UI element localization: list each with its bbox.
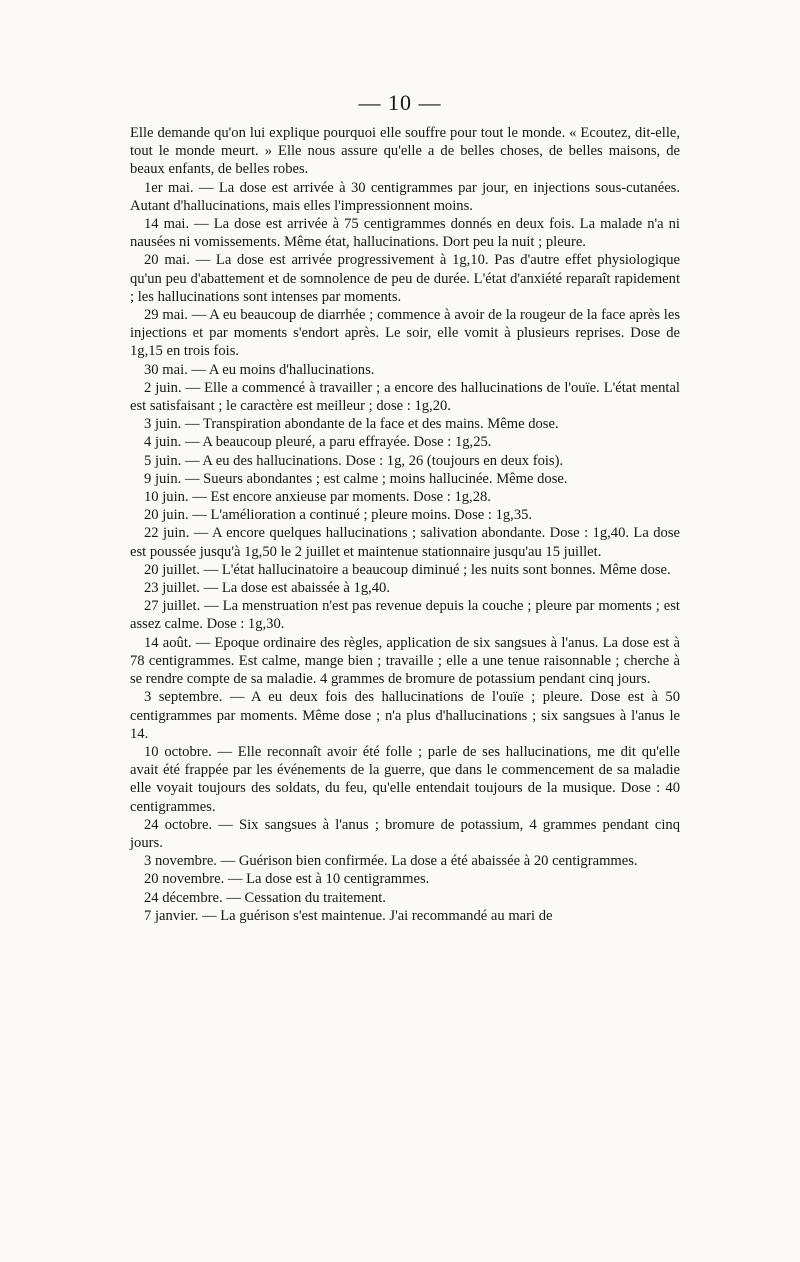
paragraph: 7 janvier. — La guérison s'est maintenue. J'ai recommandé au mari de [144, 907, 553, 924]
paragraph: 4 juin. — A beaucoup pleuré, a paru effrayée. Dose : 1g,25. [144, 434, 492, 451]
paragraph: 24 décembre. — Cessation du traitement. [144, 889, 386, 906]
paragraph: 10 octobre. — Elle reconnaît avoir été folle ; parle de ses hallucinations, me dit qu'elle avait été frappée par les événements de la guerre, que dans le commencement de sa maladie elle voyait toujours des soldats, du feu, qu'elle entendait toujours de la musique. Dose : 40 centigrammes. [130, 743, 680, 815]
paragraph: 29 mai. — A eu beaucoup de diarrhée ; commence à avoir de la rougeur de la face après les injections et par moments s'endort après. Le soir, elle vomit à plusieurs reprises. Dose de 1g,15 en trois fois. [130, 307, 680, 360]
paragraph: 20 juin. — L'amélioration a continué ; pleure moins. Dose : 1g,35. [144, 507, 533, 524]
paragraph: 24 octobre. — Six sangsues à l'anus ; bromure de potassium, 4 grammes pendant cinq jours. [130, 816, 680, 851]
paragraph: 23 juillet. — La dose est abaissée à 1g,40. [144, 580, 391, 597]
paragraph: 20 novembre. — La dose est à 10 centigrammes. [144, 871, 430, 888]
paragraph: 27 juillet. — La menstruation n'est pas revenue depuis la couche ; pleure par moments ; est assez calme. Dose : 1g,30. [130, 598, 680, 633]
paragraph: 3 novembre. — Guérison bien confirmée. La dose a été abaissée à 20 centigrammes. [144, 853, 638, 870]
page-number: — 10 — [358, 90, 442, 115]
paragraph: 3 septembre. — A eu deux fois des hallucinations de l'ouïe ; pleure. Dose est à 50 centigrammes par moments. Même dose ; n'a plus d'hallucinations ; six sangsues à l'anus le 14. [130, 689, 680, 742]
paragraph: 14 août. — Epoque ordinaire des règles, application de six sangsues à l'anus. La dose est à 78 centigrammes. Est calme, mange bien ; travaille ; elle a une tenue raisonnable ; cherche à se rendre compte de sa maladie. 4 grammes de bromure de potassium pendant cinq jours. [130, 634, 680, 688]
paragraph: 20 mai. — La dose est arrivée progressivement à 1g,10. Pas d'autre effet physiologique qu'un peu d'abattement et de somnolence de peu de durée. L'état d'anxiété reparaît rapidement ; les hallucinations sont intenses par moments. [130, 252, 680, 305]
paragraph: Elle demande qu'on lui explique pourquoi elle souffre pour tout le monde. « Ecoutez, dit-elle, tout le monde meurt. » Elle nous assure qu'elle a de belles choses, de belles maisons, de beaux enfants, de belles robes. [130, 125, 680, 178]
paragraph: 14 mai. — La dose est arrivée à 75 centigrammes donnés en deux fois. La malade n'a ni nausées ni vomissements. Même état, hallucinations. Dort peu la nuit ; pleure. [130, 216, 680, 251]
paragraph: 20 juillet. — L'état hallucinatoire a beaucoup diminué ; les nuits sont bonnes. Même dose. [144, 561, 671, 578]
paragraph: 22 juin. — A encore quelques hallucinations ; salivation abondante. Dose : 1g,40. La dose est poussée jusqu'à 1g,50 le 2 juillet et maintenue stationnaire jusqu'au 15 juillet. [130, 525, 680, 560]
paragraph: 1er mai. — La dose est arrivée à 30 centigrammes par jour, en injections sous-cutanées. Autant d'hallucinations, mais elles l'impressionnent moins. [130, 179, 680, 214]
paragraph: 3 juin. — Transpiration abondante de la face et des mains. Même dose. [144, 416, 559, 433]
paragraph: 2 juin. — Elle a commencé à travailler ; a encore des hallucinations de l'ouïe. L'état mental est satisfaisant ; le caractère est meilleur ; dose : 1g,20. [130, 379, 680, 415]
body-text [130, 124, 680, 925]
paragraph: 9 juin. — Sueurs abondantes ; est calme ; moins hallucinée. Même dose. [144, 470, 568, 487]
paragraph: 5 juin. — A eu des hallucinations. Dose : 1g, 26 (toujours en deux fois). [144, 452, 564, 469]
paragraph: 30 mai. — A eu moins d'hallucinations. [144, 361, 375, 378]
paragraph: 10 juin. — Est encore anxieuse par moments. Dose : 1g,28. [144, 489, 491, 506]
